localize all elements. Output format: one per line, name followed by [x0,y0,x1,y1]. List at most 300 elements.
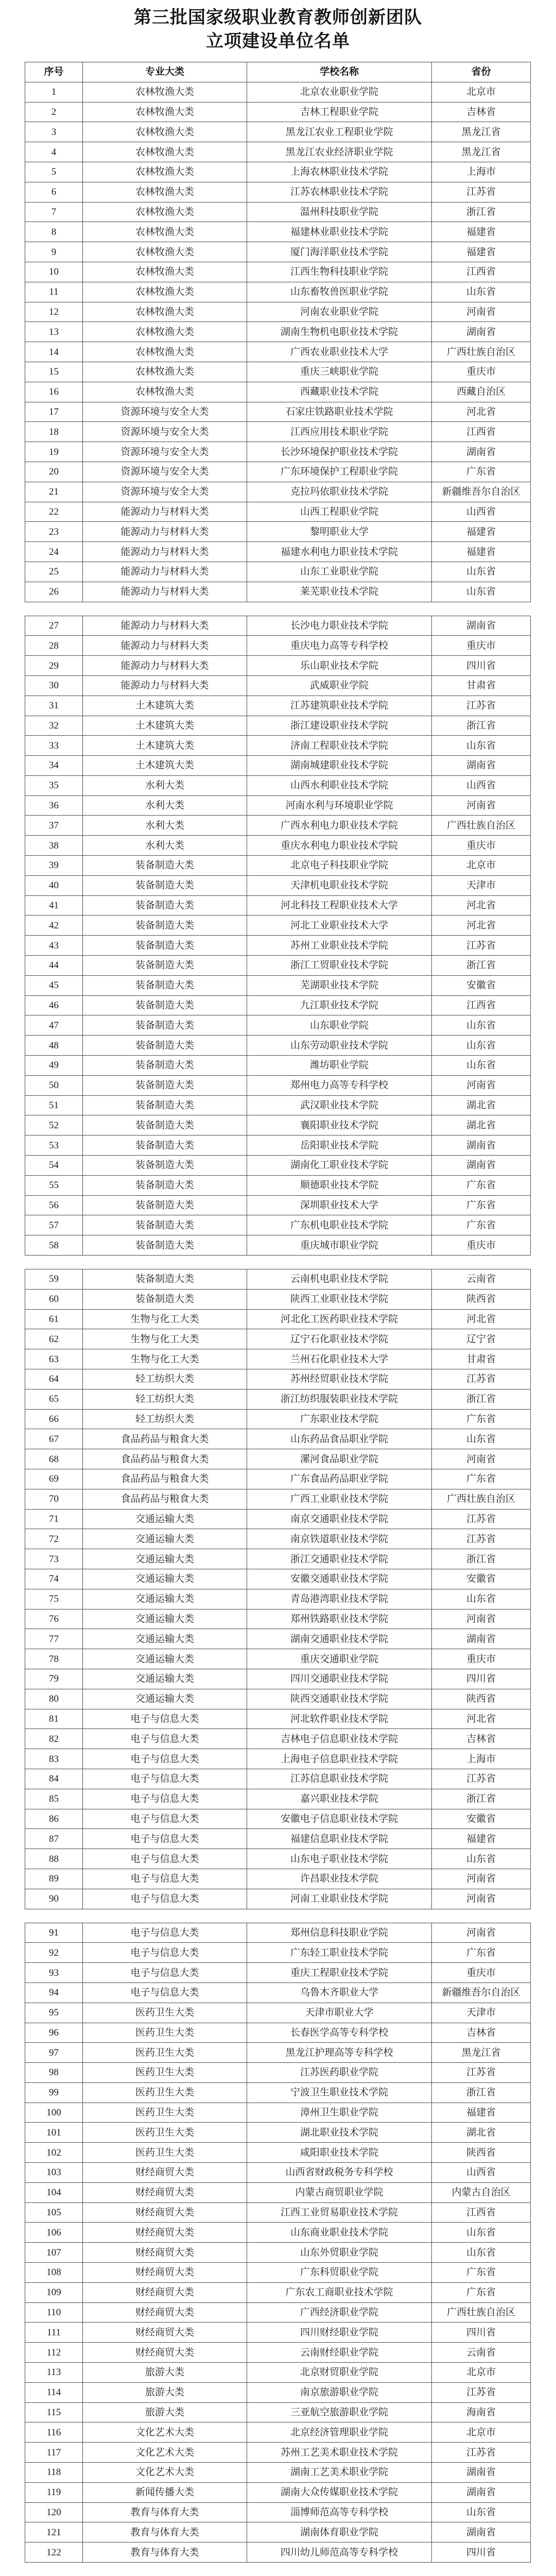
province: 安徽省 [432,1569,531,1589]
row-number: 108 [25,2263,83,2283]
table-row [25,1749,531,1769]
school-name: 山东畜牧兽医职业学院 [247,282,432,302]
province: 陕西省 [432,2143,531,2163]
school-name: 重庆城市职业学院 [247,1235,432,1256]
school-name: 河南水利与环境职业学院 [247,796,432,816]
major-category: 装备制造大类 [83,976,247,996]
table-row [25,1769,531,1789]
major-category: 财经商贸大类 [83,2243,247,2263]
school-name: 郑州铁路职业技术学院 [247,1609,432,1630]
school-name: 广西水利电力职业技术学院 [247,816,432,836]
table-row [25,2083,531,2103]
row-number: 100 [25,2103,83,2123]
school-name: 山东外贸职业学院 [247,2243,432,2263]
column-header-school: 学校名称 [247,62,432,82]
school-name: 莱芜职业技术学院 [247,582,432,602]
table-page-3 [25,1269,531,1909]
school-name: 湖南城建职业技术学院 [247,756,432,776]
table-row [25,162,531,182]
school-name: 湖南交通职业技术学院 [247,1629,432,1649]
table-row [25,182,531,202]
table-row [25,282,531,302]
table-row [25,836,531,856]
school-name: 广东机电职业技术学院 [247,1215,432,1235]
major-category: 装备制造大类 [83,1136,247,1156]
province: 广东省 [432,1943,531,1963]
row-number: 83 [25,1749,83,1769]
province: 山西省 [432,776,531,796]
row-number: 74 [25,1569,83,1589]
table-row [25,322,531,342]
table-row [25,1829,531,1849]
province: 山东省 [432,1056,531,1076]
row-number: 56 [25,1196,83,1216]
row-number: 72 [25,1529,83,1549]
school-name: 苏州经贸职业技术学院 [247,1369,432,1389]
row-number: 121 [25,2522,83,2543]
school-name: 山东电子职业技术学院 [247,1849,432,1869]
major-category: 财经商贸大类 [83,2203,247,2223]
row-number: 28 [25,636,83,656]
school-name: 河北工业职业技术大学 [247,916,432,936]
province: 浙江省 [432,1389,531,1410]
row-number: 44 [25,956,83,976]
row-number: 103 [25,2163,83,2183]
province: 福建省 [432,242,531,262]
table-row [25,1056,531,1076]
table-row [25,562,531,582]
province: 河北省 [432,402,531,422]
major-category: 电子与信息大类 [83,1869,247,1889]
province: 北京市 [432,82,531,103]
row-number: 4 [25,142,83,162]
major-category: 农林牧渔大类 [83,302,247,323]
major-category: 交通运输大类 [83,1569,247,1589]
school-name: 南京铁道职业技术学院 [247,1529,432,1549]
table-row [25,1196,531,1216]
school-name: 岳阳职业技术学院 [247,1136,432,1156]
table-row [25,1449,531,1469]
school-name: 江西工业贸易职业技术学院 [247,2203,432,2223]
province: 河北省 [432,916,531,936]
province: 内蒙古自治区 [432,2183,531,2203]
school-name: 长沙环境保护职业技术学院 [247,442,432,462]
table-row [25,916,531,936]
major-category: 生物与化工大类 [83,1329,247,1349]
province: 湖北省 [432,2123,531,2143]
row-number: 94 [25,1983,83,2003]
province: 河南省 [432,796,531,816]
row-number: 29 [25,656,83,676]
row-number: 25 [25,562,83,582]
row-number: 120 [25,2503,83,2523]
table-row [25,2303,531,2323]
table-row [25,1609,531,1630]
row-number: 11 [25,282,83,302]
table-row [25,2483,531,2503]
major-category: 电子与信息大类 [83,1889,247,1909]
major-category: 轻工纺织大类 [83,1369,247,1389]
table-row [25,2343,531,2363]
province: 河南省 [432,1889,531,1909]
school-name: 郑州电力高等专科学校 [247,1076,432,1096]
row-number: 2 [25,103,83,123]
table-row [25,542,531,562]
table-row [25,1669,531,1689]
table-page-4 [25,1923,531,2563]
major-category: 土木建筑大类 [83,756,247,776]
major-category: 轻工纺织大类 [83,1410,247,1430]
major-category: 装备制造大类 [83,996,247,1016]
row-number: 63 [25,1349,83,1369]
major-category: 医药卫生大类 [83,2083,247,2103]
school-name: 河南农业职业学院 [247,302,432,323]
province: 浙江省 [432,1549,531,1569]
province: 福建省 [432,1829,531,1849]
table-row [25,896,531,916]
major-category: 电子与信息大类 [83,1729,247,1749]
table-row [25,1310,531,1330]
table-row [25,262,531,282]
row-number: 109 [25,2283,83,2303]
school-name: 重庆水利电力职业技术学院 [247,836,432,856]
table-row [25,696,531,716]
province: 重庆市 [432,1963,531,1983]
table-row [25,342,531,362]
school-name: 湖南生物机电职业技术学院 [247,322,432,342]
row-number: 19 [25,442,83,462]
major-category: 农林牧渔大类 [83,122,247,142]
major-category: 能源动力与材料大类 [83,656,247,676]
table-row [25,2063,531,2083]
school-name: 江西应用技术职业学院 [247,422,432,442]
school-name: 云南财经职业学院 [247,2343,432,2363]
major-category: 医药卫生大类 [83,2143,247,2163]
table-row [25,1589,531,1609]
province: 天津市 [432,876,531,896]
major-category: 能源动力与材料大类 [83,676,247,696]
province: 江苏省 [432,696,531,716]
major-category: 能源动力与材料大类 [83,522,247,542]
school-name: 江苏建筑职业技术学院 [247,696,432,716]
table-row [25,2103,531,2123]
row-number: 84 [25,1769,83,1789]
table-row [25,2443,531,2463]
row-number: 76 [25,1609,83,1630]
province: 湖北省 [432,1096,531,1116]
school-name: 四川交通职业技术学院 [247,1669,432,1689]
table-row [25,2183,531,2203]
province: 江苏省 [432,2383,531,2403]
major-category: 装备制造大类 [83,1015,247,1036]
table-row [25,142,531,162]
school-name: 武汉职业技术学院 [247,1096,432,1116]
row-number: 60 [25,1290,83,1310]
province: 安徽省 [432,976,531,996]
table-row [25,1849,531,1869]
school-name: 乐山职业技术学院 [247,656,432,676]
province: 辽宁省 [432,1329,531,1349]
table-row [25,1349,531,1369]
major-category: 医药卫生大类 [83,2103,247,2123]
school-name: 陕西工业职业技术学院 [247,1290,432,1310]
province: 四川省 [432,2543,531,2563]
major-category: 农林牧渔大类 [83,242,247,262]
province: 湖南省 [432,1156,531,1176]
school-name: 天津机电职业技术学院 [247,876,432,896]
table-row [25,2422,531,2443]
table-row [25,1076,531,1096]
table-row [25,362,531,382]
table-row [25,2522,531,2543]
province: 河北省 [432,1310,531,1330]
school-name: 吉林电子信息职业技术学院 [247,1729,432,1749]
row-number: 53 [25,1136,83,1156]
province: 山东省 [432,1015,531,1036]
school-name: 广东职业技术学院 [247,1410,432,1430]
major-category: 食品药品与粮食大类 [83,1449,247,1469]
school-name: 山西省财政税务专科学校 [247,2163,432,2183]
province: 新疆维吾尔自治区 [432,482,531,502]
province: 江西省 [432,262,531,282]
major-category: 农林牧渔大类 [83,342,247,362]
row-number: 88 [25,1849,83,1869]
row-number: 24 [25,542,83,562]
province: 安徽省 [432,1809,531,1829]
school-name: 广东科贸职业学院 [247,2263,432,2283]
major-category: 水利大类 [83,776,247,796]
province: 湖北省 [432,1115,531,1136]
table-row [25,582,531,602]
school-name: 潍坊职业学院 [247,1056,432,1076]
province: 北京市 [432,2422,531,2443]
table-row [25,876,531,896]
school-name: 苏州工业职业技术学院 [247,936,432,956]
province: 重庆市 [432,836,531,856]
province: 山东省 [432,282,531,302]
row-number: 66 [25,1410,83,1430]
row-number: 13 [25,322,83,342]
row-number: 9 [25,242,83,262]
table-row [25,1689,531,1709]
school-name: 江西生物科技职业学院 [247,262,432,282]
province: 山东省 [432,1589,531,1609]
row-number: 50 [25,1076,83,1096]
row-number: 1 [25,82,83,103]
major-category: 医药卫生大类 [83,2123,247,2143]
table-row [25,2203,531,2223]
school-name: 吉林工程职业学院 [247,103,432,123]
school-name: 广西经济职业学院 [247,2303,432,2323]
row-number: 54 [25,1156,83,1176]
table-row [25,1529,531,1549]
province: 广东省 [432,1196,531,1216]
table-header-row [25,62,531,82]
row-number: 49 [25,1056,83,1076]
table-row [25,242,531,262]
school-name: 四川幼儿师范高等专科学校 [247,2543,432,2563]
table-row [25,1015,531,1036]
province: 江苏省 [432,936,531,956]
school-name: 三亚航空旅游职业学院 [247,2403,432,2423]
row-number: 67 [25,1429,83,1449]
province: 广东省 [432,1215,531,1235]
table-row [25,482,531,502]
school-name: 厦门海洋职业技术学院 [247,242,432,262]
province: 河南省 [432,1449,531,1469]
province: 山东省 [432,582,531,602]
major-category: 文化艺术大类 [83,2422,247,2443]
major-category: 资源环境与安全大类 [83,442,247,462]
document-title-line-2: 立项建设单位名单 [206,32,350,51]
row-number: 17 [25,402,83,422]
school-name: 南京旅游职业学院 [247,2383,432,2403]
row-number: 21 [25,482,83,502]
province: 黑龙江省 [432,122,531,142]
major-category: 教育与体育大类 [83,2522,247,2543]
province: 江苏省 [432,2443,531,2463]
row-number: 96 [25,2023,83,2043]
province: 广东省 [432,1410,531,1430]
table-row [25,1156,531,1176]
table-row [25,522,531,542]
province: 湖南省 [432,2463,531,2483]
province: 山东省 [432,1849,531,1869]
major-category: 财经商贸大类 [83,2343,247,2363]
row-number: 35 [25,776,83,796]
school-name: 山东药品食品职业学院 [247,1429,432,1449]
row-number: 90 [25,1889,83,1909]
province: 江西省 [432,422,531,442]
province: 浙江省 [432,202,531,223]
table-row [25,222,531,242]
major-category: 资源环境与安全大类 [83,422,247,442]
province: 黑龙江省 [432,142,531,162]
school-name: 克拉玛依职业技术学院 [247,482,432,502]
row-number: 7 [25,202,83,223]
table-row [25,1136,531,1156]
row-number: 70 [25,1489,83,1510]
row-number: 118 [25,2463,83,2483]
major-category: 装备制造大类 [83,1156,247,1176]
major-category: 食品药品与粮食大类 [83,1489,247,1510]
major-category: 旅游大类 [83,2383,247,2403]
major-category: 交通运输大类 [83,1629,247,1649]
major-category: 交通运输大类 [83,1589,247,1609]
major-category: 电子与信息大类 [83,1709,247,1730]
province: 福建省 [432,2103,531,2123]
row-number: 89 [25,1869,83,1889]
row-number: 34 [25,756,83,776]
school-name: 咸阳职业技术学院 [247,2143,432,2163]
table-row [25,1569,531,1589]
school-name: 广东农工商职业技术学院 [247,2283,432,2303]
major-category: 教育与体育大类 [83,2503,247,2523]
table-row [25,996,531,1016]
table-row [25,1389,531,1410]
table-row [25,1963,531,1983]
school-name: 上海农林职业技术学院 [247,162,432,182]
school-name: 宁波卫生职业技术学院 [247,2083,432,2103]
school-name: 浙江纺织服装职业技术学院 [247,1389,432,1410]
major-category: 装备制造大类 [83,896,247,916]
school-name: 武威职业学院 [247,676,432,696]
row-number: 106 [25,2223,83,2243]
school-name: 山东商业职业技术学院 [247,2223,432,2243]
province: 天津市 [432,2003,531,2023]
major-category: 装备制造大类 [83,916,247,936]
province: 福建省 [432,542,531,562]
school-name: 广东环境保护工程职业学院 [247,462,432,482]
school-name: 深圳职业技术大学 [247,1196,432,1216]
school-name: 重庆工程职业技术学院 [247,1963,432,1983]
table-row [25,1983,531,2003]
major-category: 水利大类 [83,836,247,856]
province: 江苏省 [432,2063,531,2083]
school-name: 安徽电子信息职业技术学院 [247,1809,432,1829]
major-category: 资源环境与安全大类 [83,462,247,482]
row-number: 69 [25,1469,83,1489]
row-number: 98 [25,2063,83,2083]
school-name: 广东轻工职业技术学院 [247,1943,432,1963]
table-row [25,1649,531,1669]
row-number: 91 [25,1923,83,1943]
row-number: 5 [25,162,83,182]
row-number: 104 [25,2183,83,2203]
school-name: 广西工业职业技术学院 [247,1489,432,1510]
table-row [25,736,531,756]
row-number: 51 [25,1096,83,1116]
major-category: 交通运输大类 [83,1669,247,1689]
province: 浙江省 [432,2083,531,2103]
row-number: 12 [25,302,83,323]
table-row [25,2503,531,2523]
table-row [25,1629,531,1649]
province: 湖南省 [432,442,531,462]
table-row [25,2243,531,2263]
row-number: 37 [25,816,83,836]
table-row [25,1176,531,1196]
province: 河北省 [432,896,531,916]
major-category: 能源动力与材料大类 [83,502,247,522]
table-row [25,676,531,696]
major-category: 电子与信息大类 [83,1963,247,1983]
table-row [25,1036,531,1056]
major-category: 土木建筑大类 [83,716,247,736]
table-row [25,1429,531,1449]
row-number: 73 [25,1549,83,1569]
province: 广西壮族自治区 [432,1489,531,1510]
row-number: 101 [25,2123,83,2143]
row-number: 6 [25,182,83,202]
row-number: 87 [25,1829,83,1849]
row-number: 77 [25,1629,83,1649]
province: 湖南省 [432,322,531,342]
major-category: 财经商贸大类 [83,2183,247,2203]
row-number: 59 [25,1269,83,1290]
province: 四川省 [432,656,531,676]
table-row [25,2403,531,2423]
school-name: 重庆三峡职业学院 [247,362,432,382]
school-name: 河北软件职业技术学院 [247,1709,432,1730]
major-category: 农林牧渔大类 [83,82,247,103]
row-number: 41 [25,896,83,916]
table-row [25,1709,531,1730]
province: 吉林省 [432,2023,531,2043]
province: 广西壮族自治区 [432,342,531,362]
major-category: 电子与信息大类 [83,1943,247,1963]
table-row [25,1943,531,1963]
